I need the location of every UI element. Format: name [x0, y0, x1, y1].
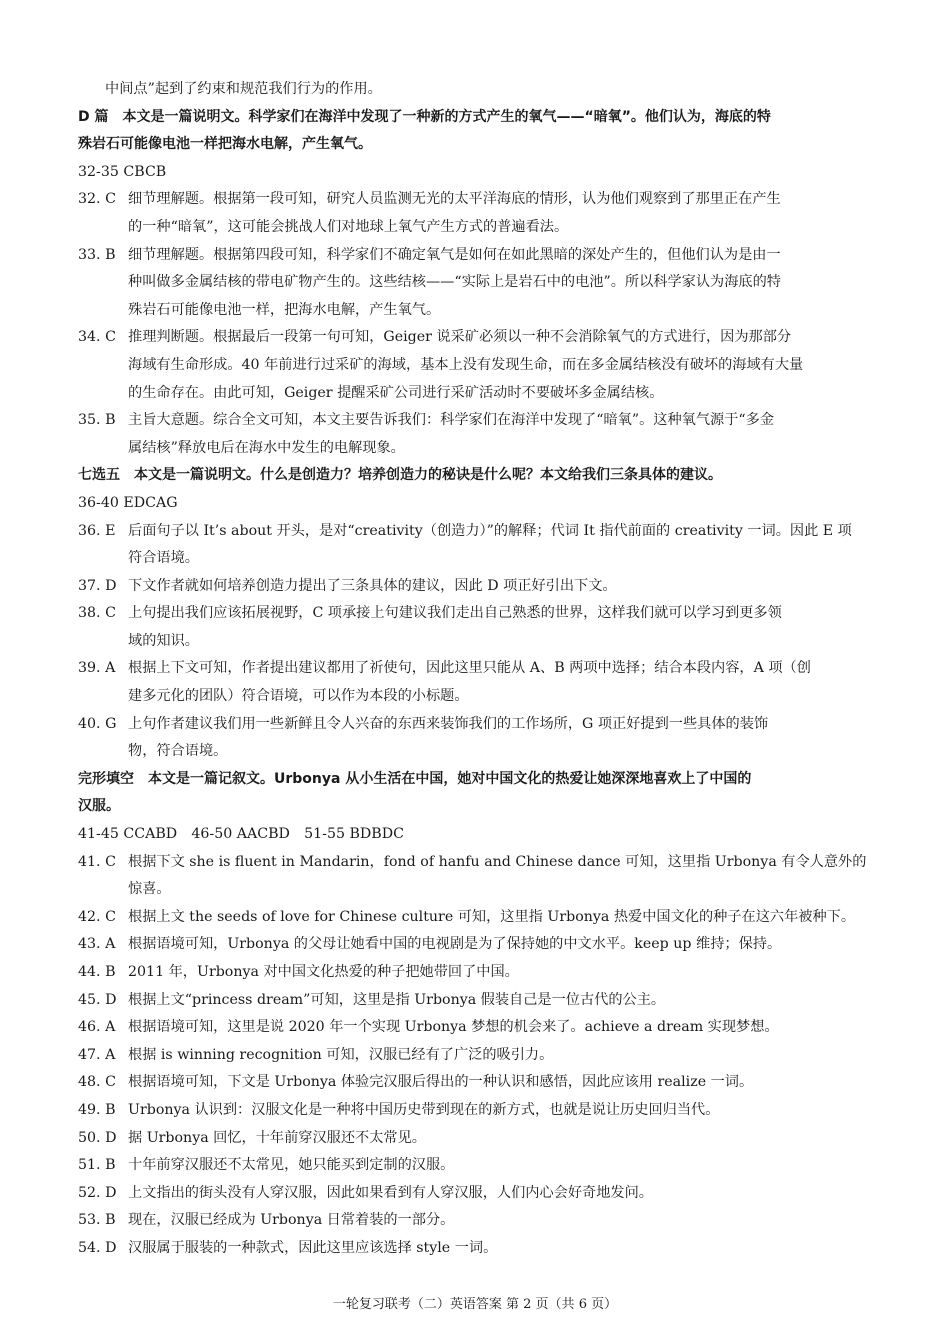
answer-explanation	[128, 1180, 873, 1208]
explanation-line: 物，符合语境。	[128, 743, 228, 760]
answer-explanation	[128, 242, 873, 325]
answer-explanation	[128, 711, 873, 766]
explanation-line: 十年前穿汉服还不太常见，她只能买到定制的汉服。	[128, 1157, 455, 1174]
answer-item	[78, 242, 873, 325]
answer-number: 46. A	[78, 1019, 116, 1036]
cloze-items	[78, 849, 873, 1263]
answer-item	[78, 849, 873, 904]
answer-explanation	[128, 931, 873, 959]
answer-explanation	[128, 1125, 873, 1153]
page-footer: 一轮复习联考（二）英语答案 第 2 页（共 6 页）	[332, 1297, 618, 1312]
explanation-line: 根据上文 the seeds of love for Chinese culture 可知，这里指 Urbonya 热爱中国文化的种子在这六年被种下。	[128, 908, 856, 925]
explanation-line: 后面句子以 It’s about 开头，是对“creativity（创造力）”的解释；代词 It 指代前面的 creativity 一词。因此 E 项	[128, 522, 852, 539]
explanation-line: 上文指出的街头没有人穿汉服，因此如果看到有人穿汉服，人们内心会好奇地发问。	[128, 1184, 653, 1201]
answer-number: 33. B	[78, 246, 116, 263]
answer-item	[78, 987, 873, 1015]
explanation-line: Urbonya 认识到：汉服文化是一种将中国历史带到现在的新方式，也就是说让历史回归当代。	[128, 1101, 720, 1118]
explanation-line: 汉服属于服装的一种款式，因此这里应该选择 style 一词。	[128, 1239, 498, 1256]
explanation-line: 根据上文“princess dream”可知，这里是指 Urbonya 假装自己是一位古代的公主。	[128, 991, 666, 1008]
answer-number: 47. A	[78, 1046, 116, 1063]
answer-item	[78, 655, 873, 710]
answer-item	[78, 1152, 873, 1180]
answer-item	[78, 518, 873, 573]
answer-item	[78, 1180, 873, 1208]
cloze-answers: 41-45 CCABD 46-50 AACBD 51-55 BDBDC	[78, 826, 404, 843]
answer-explanation	[128, 1042, 873, 1070]
answer-explanation	[128, 1097, 873, 1125]
answer-item	[78, 407, 873, 462]
explanation-line: 属结核”释放电后在海水中发生的电解现象。	[128, 439, 405, 456]
cloze-heading: 完形填空 本文是一篇记叙文。Urbonya 从小生活在中国，她对中国文化的热爱让她深深地喜欢上了中国的	[78, 770, 752, 787]
answer-number: 36. E	[78, 522, 116, 539]
explanation-line: 主旨大意题。综合全文可知，本文主要告诉我们：科学家们在海洋中发现了“暗氧”。这种氧气源于“多金	[128, 412, 775, 429]
answer-item	[78, 1097, 873, 1125]
answer-number: 32. C	[78, 191, 116, 208]
section-d-answers: 32-35 CBCB	[78, 163, 167, 180]
answer-number: 38. C	[78, 605, 116, 622]
answer-item	[78, 1235, 873, 1263]
explanation-line: 海域有生命形成。40 年前进行过采矿的海域，基本上没有发现生命，而在多金属结核没有破坏的海域有大量	[128, 356, 804, 373]
answer-explanation	[128, 1014, 873, 1042]
explanation-line: 根据语境可知，下文是 Urbonya 体验完汉服后得出的一种认识和感悟，因此应该用 realize 一词。	[128, 1074, 754, 1091]
answer-item	[78, 959, 873, 987]
answer-item	[78, 711, 873, 766]
explanation-line: 细节理解题。根据第四段可知，科学家们不确定氧气是如何在如此黑暗的深处产生的，但他们认为是由一	[128, 246, 781, 263]
explanation-line: 据 Urbonya 回忆，十年前穿汉服还不太常见。	[128, 1129, 426, 1146]
section-7-answers: 36-40 EDCAG	[78, 494, 178, 511]
explanation-line: 的一种“暗氧”，这可能会挑战人们对地球上氧气产生方式的普遍看法。	[128, 218, 569, 235]
explanation-line: 细节理解题。根据第一段可知，研究人员监测无光的太平洋海底的情形，认为他们观察到了那里正在产生	[128, 191, 781, 208]
answer-item	[78, 1069, 873, 1097]
section-d-items	[78, 186, 873, 462]
answer-item	[78, 573, 873, 601]
answer-item	[78, 186, 873, 241]
explanation-line: 域的知识。	[128, 632, 199, 649]
answer-item	[78, 324, 873, 407]
section-d-heading-cont: 殊岩石可能像电池一样把海水电解，产生氧气。	[78, 136, 372, 153]
explanation-line: 符合语境。	[128, 550, 199, 567]
answer-item	[78, 1014, 873, 1042]
explanation-line: 根据下文 she is fluent in Mandarin，fond of hanfu and Chinese dance 可知，这里指 Urbonya 有令人意外的	[128, 853, 867, 870]
explanation-line: 上句作者建议我们用一些新鲜且令人兴奋的东西来装饰我们的工作场所，G 项正好提到一些具体的装饰	[128, 715, 769, 732]
answer-number: 42. C	[78, 908, 116, 925]
answer-explanation	[128, 186, 873, 241]
answer-explanation	[128, 987, 873, 1015]
explanation-line: 上句提出我们应该拓展视野，C 项承接上句建议我们走出自己熟悉的世界，这样我们就可以学习到更多领	[128, 605, 782, 622]
explanation-line: 建多元化的团队）符合语境，可以作为本段的小标题。	[128, 688, 469, 705]
answer-item	[78, 1125, 873, 1153]
answer-number: 51. B	[78, 1157, 116, 1174]
answer-number: 35. B	[78, 412, 116, 429]
explanation-line: 推理判断题。根据最后一段第一句可知，Geiger 说采矿必须以一种不会消除氧气的方式进行，因为那部分	[128, 329, 792, 346]
explanation-line: 现在，汉服已经成为 Urbonya 日常着装的一部分。	[128, 1212, 455, 1229]
answer-number: 53. B	[78, 1212, 116, 1229]
answer-explanation	[128, 655, 873, 710]
answer-number: 43. A	[78, 936, 116, 953]
explanation-line: 殊岩石可能像电池一样，把海水电解，产生氧气。	[128, 301, 441, 318]
answer-number: 44. B	[78, 964, 116, 980]
answer-item	[78, 904, 873, 932]
answer-explanation	[128, 904, 873, 932]
explanation-line: 根据上下文可知，作者提出建议都用了祈使句，因此这里只能从 A、B 两项中选择；结合本段内容，A 项（创	[128, 660, 811, 677]
answer-number: 50. D	[78, 1129, 117, 1146]
section-7-items	[78, 518, 873, 766]
answer-number: 39. A	[78, 660, 116, 677]
answer-explanation	[128, 1152, 873, 1180]
explanation-line: 下文作者就如何培养创造力提出了三条具体的建议，因此 D 项正好引出下文。	[128, 577, 617, 594]
answer-explanation	[128, 1069, 873, 1097]
answer-number: 34. C	[78, 329, 116, 346]
answer-item	[78, 1042, 873, 1070]
answer-explanation	[128, 324, 873, 407]
answer-item	[78, 931, 873, 959]
intro-line: 中间点”起到了约束和规范我们行为的作用。	[105, 81, 382, 97]
explanation-line: 2011 年，Urbonya 对中国文化热爱的种子把她带回了中国。	[128, 964, 519, 980]
explanation-line: 根据 is winning recognition 可知，汉服已经有了广泛的吸引力。	[128, 1046, 554, 1063]
answer-explanation	[128, 849, 873, 904]
answer-explanation	[128, 407, 873, 462]
answer-item	[78, 1207, 873, 1235]
answer-number: 49. B	[78, 1101, 116, 1118]
section-7-heading: 七选五 本文是一篇说明文。什么是创造力？培养创造力的秘诀是什么呢？本文给我们三条具体的建议。	[78, 467, 722, 484]
answer-explanation	[128, 573, 873, 601]
explanation-line: 种叫做多金属结核的带电矿物产生的。这些结核——“实际上是岩石中的电池”。所以科学家认为海底的特	[128, 274, 781, 291]
explanation-line: 的生命存在。由此可知，Geiger 提醒采矿公司进行采矿活动时不要破坏多金属结核。	[128, 384, 664, 401]
answer-number: 48. C	[78, 1074, 116, 1091]
answer-explanation	[128, 1235, 873, 1263]
explanation-line: 惊喜。	[128, 881, 171, 898]
answer-number: 40. G	[78, 715, 117, 732]
answer-number: 41. C	[78, 853, 116, 870]
answer-explanation	[128, 518, 873, 573]
answer-number: 37. D	[78, 577, 117, 594]
section-d-heading: D 篇 本文是一篇说明文。科学家们在海洋中发现了一种新的方式产生的氧气——“暗氧”。他们认为，海底的特	[78, 108, 771, 125]
answer-explanation	[128, 959, 873, 987]
explanation-line: 根据语境可知，Urbonya 的父母让她看中国的电视剧是为了保持她的中文水平。keep up 维持；保持。	[128, 936, 782, 953]
answer-explanation	[128, 1207, 873, 1235]
answer-number: 45. D	[78, 991, 117, 1008]
cloze-heading-cont: 汉服。	[78, 798, 120, 815]
document-page	[78, 76, 873, 1263]
answer-item	[78, 600, 873, 655]
answer-number: 52. D	[78, 1184, 117, 1201]
answer-number: 54. D	[78, 1239, 117, 1256]
explanation-line: 根据语境可知，这里是说 2020 年一个实现 Urbonya 梦想的机会来了。achieve a dream 实现梦想。	[128, 1019, 779, 1036]
answer-explanation	[128, 600, 873, 655]
